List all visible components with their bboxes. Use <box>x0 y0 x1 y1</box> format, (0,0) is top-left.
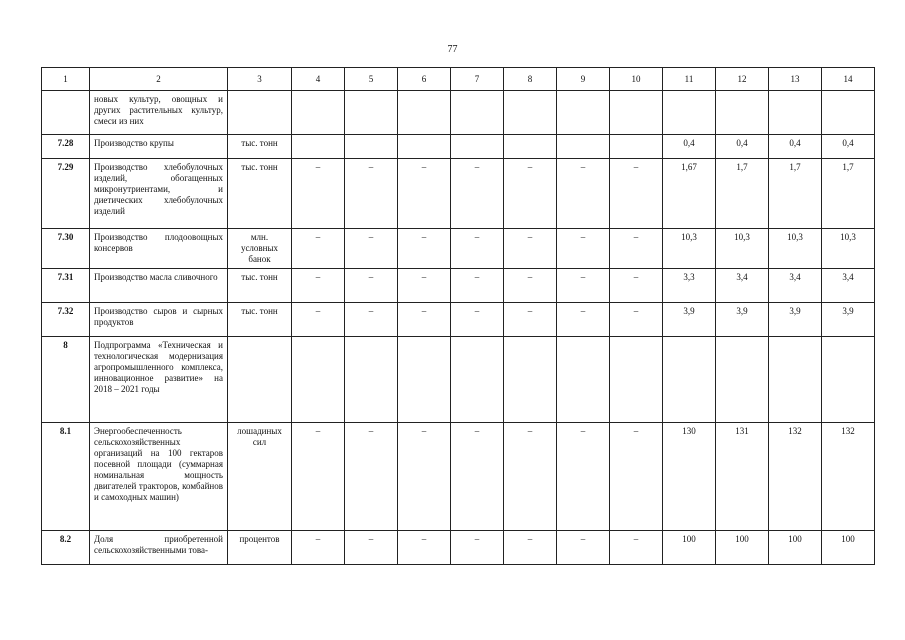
unit-of-measure: тыс. тонн <box>228 159 292 229</box>
column-header: 11 <box>663 68 716 91</box>
year-value-empty <box>451 337 504 423</box>
row-number: 8.2 <box>42 531 90 565</box>
year-value-empty: – <box>292 229 345 269</box>
year-value: 100 <box>716 531 769 565</box>
year-value: 132 <box>769 423 822 531</box>
year-value-empty: – <box>504 531 557 565</box>
year-value-empty: – <box>557 531 610 565</box>
column-header: 10 <box>610 68 663 91</box>
year-value: 3,4 <box>822 269 875 303</box>
indicator-name: Энергообеспеченность сельскохозяйственных организаций на 100 гектаров посевной площади (суммарная номинальная мощность двигателей тракторов, комбайнов и самоходных машин) <box>90 423 228 531</box>
year-value-empty: – <box>504 159 557 229</box>
year-value: 1,7 <box>822 159 875 229</box>
table-row <box>42 423 875 531</box>
year-value-empty <box>345 337 398 423</box>
year-value-empty <box>610 91 663 135</box>
year-value-empty: – <box>398 229 451 269</box>
year-value: 0,4 <box>716 135 769 159</box>
year-value-empty <box>451 135 504 159</box>
unit-of-measure: тыс. тонн <box>228 303 292 337</box>
year-value: 0,4 <box>769 135 822 159</box>
year-value-empty: – <box>451 269 504 303</box>
year-value: 100 <box>663 531 716 565</box>
table-row <box>42 91 875 135</box>
year-value: 3,9 <box>769 303 822 337</box>
year-value: 3,9 <box>822 303 875 337</box>
year-value-empty: – <box>557 229 610 269</box>
year-value-empty <box>292 135 345 159</box>
unit-of-measure: процентов <box>228 531 292 565</box>
year-value: 10,3 <box>716 229 769 269</box>
column-header: 13 <box>769 68 822 91</box>
header-row <box>42 68 875 91</box>
year-value: 3,9 <box>716 303 769 337</box>
year-value <box>822 91 875 135</box>
unit-of-measure: тыс. тонн <box>228 269 292 303</box>
column-header: 14 <box>822 68 875 91</box>
row-number: 8 <box>42 337 90 423</box>
year-value-empty: – <box>292 159 345 229</box>
year-value-empty: – <box>451 423 504 531</box>
year-value-empty: – <box>345 423 398 531</box>
year-value-empty: – <box>557 423 610 531</box>
year-value-empty <box>610 135 663 159</box>
year-value <box>716 91 769 135</box>
column-header: 6 <box>398 68 451 91</box>
year-value-empty: – <box>557 269 610 303</box>
unit-of-measure: лошадиных сил <box>228 423 292 531</box>
row-number: 7.30 <box>42 229 90 269</box>
year-value-empty: – <box>557 303 610 337</box>
year-value-empty: – <box>398 303 451 337</box>
year-value-empty <box>557 337 610 423</box>
year-value: 1,67 <box>663 159 716 229</box>
indicator-name: Доля приобретенной сельскохозяйственными това- <box>90 531 228 565</box>
unit-of-measure <box>228 337 292 423</box>
year-value-empty <box>398 337 451 423</box>
year-value-empty: – <box>292 531 345 565</box>
year-value-empty: – <box>504 423 557 531</box>
year-value: 3,4 <box>769 269 822 303</box>
indicator-name: Производство хлебобулочных изделий, обогащенных микронутриентами, и диетических хлебобулочных изделий <box>90 159 228 229</box>
year-value-empty: – <box>398 423 451 531</box>
year-value-empty <box>345 91 398 135</box>
year-value <box>822 337 875 423</box>
table-row <box>42 531 875 565</box>
year-value: 10,3 <box>663 229 716 269</box>
indicator-name: Производство крупы <box>90 135 228 159</box>
indicator-name: Производство сыров и сырных продуктов <box>90 303 228 337</box>
year-value: 0,4 <box>822 135 875 159</box>
year-value-empty <box>504 337 557 423</box>
year-value: 1,7 <box>716 159 769 229</box>
year-value: 10,3 <box>769 229 822 269</box>
year-value <box>716 337 769 423</box>
year-value-empty: – <box>345 303 398 337</box>
year-value-empty: – <box>292 423 345 531</box>
table-row <box>42 135 875 159</box>
indicator-name: новых культур, овощных и других растительных культур, смеси из них <box>90 91 228 135</box>
unit-of-measure: тыс. тонн <box>228 135 292 159</box>
table-row <box>42 159 875 229</box>
year-value-empty <box>345 135 398 159</box>
year-value-empty: – <box>398 531 451 565</box>
year-value-empty: – <box>610 269 663 303</box>
column-header: 3 <box>228 68 292 91</box>
year-value: 3,9 <box>663 303 716 337</box>
year-value-empty: – <box>557 159 610 229</box>
year-value: 100 <box>822 531 875 565</box>
year-value-empty: – <box>345 531 398 565</box>
row-number: 7.29 <box>42 159 90 229</box>
indicators-table <box>41 67 875 565</box>
year-value: 3,4 <box>716 269 769 303</box>
indicator-name: Подпрограмма «Техническая и технологическая модернизация агропромышленного комплекса, инновационное развитие» на 2018 – 2021 годы <box>90 337 228 423</box>
row-number <box>42 91 90 135</box>
unit-of-measure <box>228 91 292 135</box>
year-value-empty <box>451 91 504 135</box>
year-value: 0,4 <box>663 135 716 159</box>
year-value-empty: – <box>451 531 504 565</box>
indicator-name: Производство плодоовощных консервов <box>90 229 228 269</box>
column-header: 12 <box>716 68 769 91</box>
year-value-empty: – <box>610 229 663 269</box>
column-header: 1 <box>42 68 90 91</box>
year-value-empty <box>557 135 610 159</box>
indicator-name: Производство масла сливочного <box>90 269 228 303</box>
year-value-empty <box>504 91 557 135</box>
year-value: 131 <box>716 423 769 531</box>
year-value: 1,7 <box>769 159 822 229</box>
row-number: 7.32 <box>42 303 90 337</box>
year-value-empty: – <box>292 269 345 303</box>
table-row <box>42 269 875 303</box>
year-value-empty <box>398 135 451 159</box>
year-value-empty <box>398 91 451 135</box>
year-value: 3,3 <box>663 269 716 303</box>
row-number: 7.28 <box>42 135 90 159</box>
year-value-empty: – <box>504 269 557 303</box>
year-value-empty: – <box>610 531 663 565</box>
year-value-empty <box>610 337 663 423</box>
year-value: 100 <box>769 531 822 565</box>
year-value <box>769 91 822 135</box>
unit-of-measure: млн. условных банок <box>228 229 292 269</box>
year-value-empty: – <box>345 159 398 229</box>
column-header: 4 <box>292 68 345 91</box>
year-value-empty <box>292 337 345 423</box>
year-value-empty: – <box>610 159 663 229</box>
year-value-empty: – <box>610 423 663 531</box>
column-header: 2 <box>90 68 228 91</box>
year-value-empty: – <box>398 269 451 303</box>
year-value: 10,3 <box>822 229 875 269</box>
year-value-empty: – <box>451 303 504 337</box>
year-value-empty: – <box>610 303 663 337</box>
row-number: 8.1 <box>42 423 90 531</box>
row-number: 7.31 <box>42 269 90 303</box>
year-value <box>769 337 822 423</box>
year-value-empty: – <box>398 159 451 229</box>
year-value: 130 <box>663 423 716 531</box>
year-value-empty: – <box>504 229 557 269</box>
year-value-empty: – <box>451 159 504 229</box>
year-value-empty: – <box>504 303 557 337</box>
year-value <box>663 91 716 135</box>
year-value-empty: – <box>345 229 398 269</box>
year-value-empty: – <box>451 229 504 269</box>
column-header: 5 <box>345 68 398 91</box>
year-value-empty <box>557 91 610 135</box>
year-value-empty: – <box>345 269 398 303</box>
table-row <box>42 229 875 269</box>
year-value-empty <box>292 91 345 135</box>
column-header: 8 <box>504 68 557 91</box>
column-header: 7 <box>451 68 504 91</box>
column-header: 9 <box>557 68 610 91</box>
year-value <box>663 337 716 423</box>
table-row <box>42 303 875 337</box>
year-value-empty: – <box>292 303 345 337</box>
year-value: 132 <box>822 423 875 531</box>
table-row <box>42 337 875 423</box>
page-number: 77 <box>447 44 458 55</box>
year-value-empty <box>504 135 557 159</box>
